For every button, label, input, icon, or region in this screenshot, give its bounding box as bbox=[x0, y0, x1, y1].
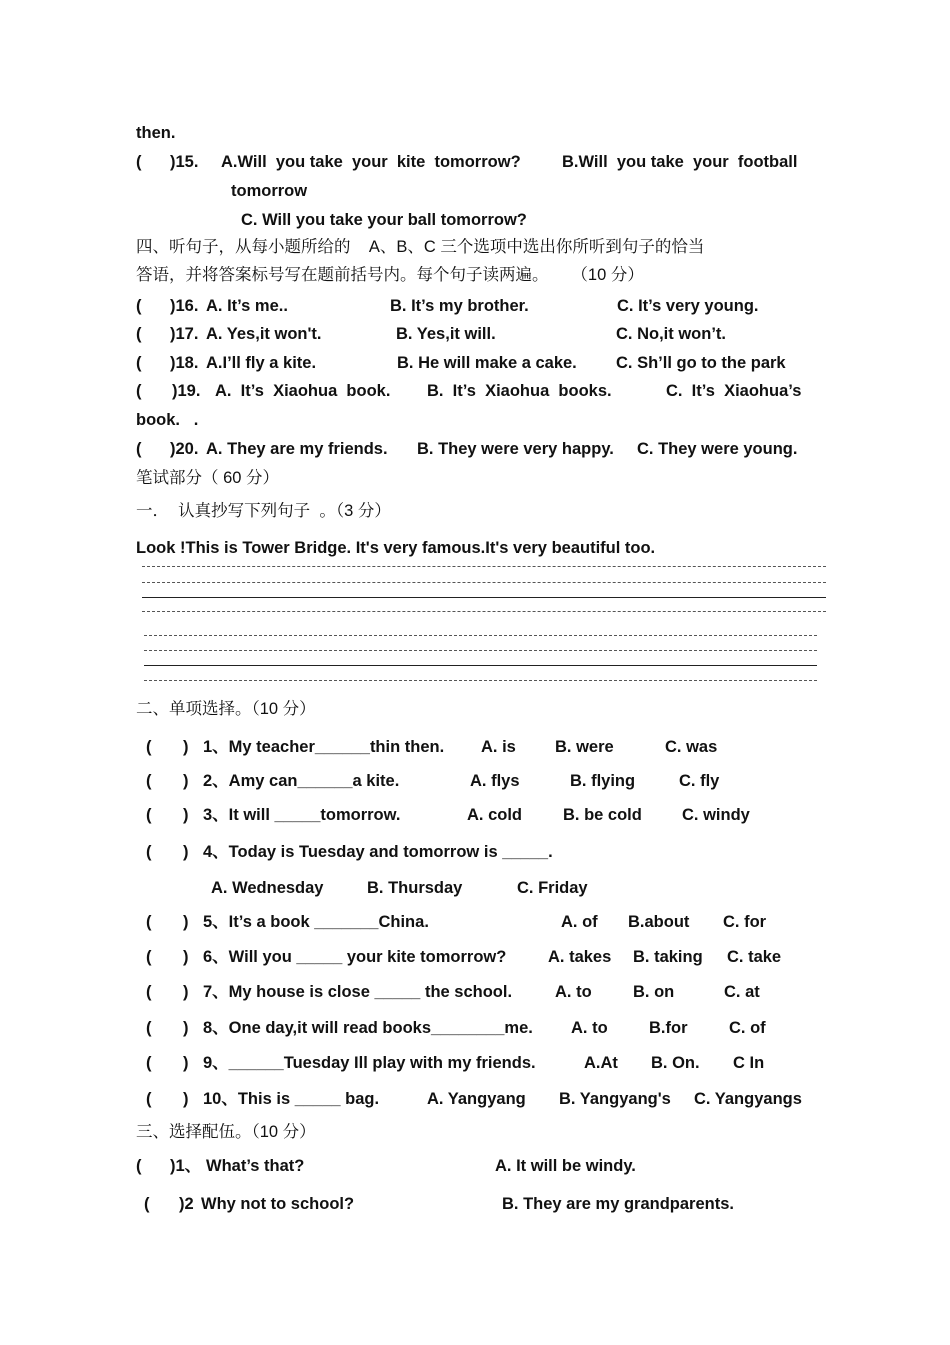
bracket-open[interactable]: ( bbox=[146, 1054, 152, 1072]
text-line-then: then. bbox=[136, 124, 176, 142]
guide-line bbox=[142, 582, 826, 583]
option-b: B. taking bbox=[633, 948, 703, 966]
bracket-open[interactable]: ( bbox=[146, 1019, 152, 1037]
base-line bbox=[142, 597, 826, 598]
option-a: A.Will you take your kite tomorrow? bbox=[221, 153, 521, 171]
bracket-close: ) bbox=[183, 738, 189, 756]
question-number: )19. bbox=[172, 382, 201, 400]
option-b: B.Will you take your football bbox=[562, 153, 798, 171]
option-a: A.At bbox=[584, 1054, 618, 1072]
option-c: C. Friday bbox=[517, 879, 588, 897]
bracket-close: ) bbox=[183, 948, 189, 966]
answer-bracket[interactable]: ( bbox=[136, 354, 142, 372]
question-text: 9、______Tuesday Ill play with my friends. bbox=[203, 1054, 536, 1072]
option-a: A. Yangyang bbox=[427, 1090, 526, 1108]
guide-line bbox=[142, 566, 826, 567]
answer-option: B. They are my grandparents. bbox=[502, 1195, 734, 1213]
option-a: A. It’s Xiaohua book. bbox=[215, 382, 391, 400]
option-c: C. Yangyangs bbox=[694, 1090, 802, 1108]
option-a: A. It’s me.. bbox=[206, 297, 288, 315]
bracket-close: ) bbox=[183, 772, 189, 790]
option-c: C. fly bbox=[679, 772, 720, 790]
question-number: )1、 bbox=[170, 1157, 202, 1175]
question-number: )16. bbox=[170, 297, 199, 315]
option-b: B. Thursday bbox=[367, 879, 463, 897]
option-b: B. flying bbox=[570, 772, 636, 790]
bracket-close: ) bbox=[183, 806, 189, 824]
question-text: 2、Amy can______a kite. bbox=[203, 772, 400, 790]
option-a: A. to bbox=[571, 1019, 608, 1037]
answer-bracket[interactable]: ( bbox=[136, 297, 142, 315]
question-text: 4、Today is Tuesday and tomorrow is _____. bbox=[203, 843, 553, 861]
guide-line bbox=[144, 680, 817, 681]
written-part-header: 笔试部分（ 60 分） bbox=[136, 469, 280, 487]
option-b: B.for bbox=[649, 1019, 688, 1037]
guide-line bbox=[144, 635, 817, 636]
option-c: C. for bbox=[723, 913, 767, 931]
option-b: B. It’s Xiaohua books. bbox=[427, 382, 612, 400]
option-b-continued: tomorrow bbox=[231, 182, 308, 200]
option-c-continued: book. . bbox=[136, 411, 199, 429]
question-text: 8、One day,it will read books________me. bbox=[203, 1019, 533, 1037]
bracket-close: ) bbox=[183, 913, 189, 931]
answer-bracket[interactable]: ( bbox=[136, 1157, 142, 1175]
section-2-title: 二、单项选择。（10 分） bbox=[136, 700, 316, 718]
option-c: C In bbox=[733, 1054, 765, 1072]
bracket-close: ) bbox=[183, 983, 189, 1001]
bracket-open[interactable]: ( bbox=[146, 738, 152, 756]
option-c: C. of bbox=[729, 1019, 766, 1037]
question-text: 7、My house is close _____ the school. bbox=[203, 983, 513, 1001]
option-a: A. cold bbox=[467, 806, 523, 824]
option-c: C. take bbox=[727, 948, 782, 966]
section-4-instruction-2: 答语，并将答案标号写在题前括号内。每个句子读两遍。 （10 分） bbox=[136, 266, 644, 284]
option-c: C. They were young. bbox=[637, 440, 798, 458]
option-b: B. He will make a cake. bbox=[397, 354, 577, 372]
answer-bracket[interactable]: ( bbox=[144, 1195, 150, 1213]
question-text: Why not to school? bbox=[201, 1195, 355, 1213]
question-number: )15. bbox=[170, 153, 199, 171]
option-a: A. of bbox=[561, 913, 598, 931]
option-c: C. Will you take your ball tomorrow? bbox=[241, 211, 527, 229]
option-b: B. They were very happy. bbox=[417, 440, 614, 458]
bracket-open[interactable]: ( bbox=[146, 1090, 152, 1108]
option-b: B. were bbox=[555, 738, 614, 756]
answer-bracket[interactable]: ( bbox=[136, 382, 142, 400]
question-text: 6、Will you _____ your kite tomorrow? bbox=[203, 948, 507, 966]
bracket-close: ) bbox=[183, 1019, 189, 1037]
option-a: A. to bbox=[555, 983, 592, 1001]
option-c: C. was bbox=[665, 738, 718, 756]
bracket-close: ) bbox=[183, 843, 189, 861]
answer-bracket[interactable]: ( bbox=[136, 440, 142, 458]
question-number: )2 bbox=[179, 1195, 194, 1213]
option-c: C. Sh’ll go to the park bbox=[616, 354, 786, 372]
question-text: 1、My teacher______thin then. bbox=[203, 738, 445, 756]
question-text: What’s that? bbox=[206, 1157, 305, 1175]
option-b: B. Yangyang's bbox=[559, 1090, 671, 1108]
copy-sentence: Look !This is Tower Bridge. It's very famous.It's very beautiful too. bbox=[136, 539, 656, 557]
bracket-close: ) bbox=[183, 1054, 189, 1072]
answer-option: A. It will be windy. bbox=[495, 1157, 636, 1175]
guide-line bbox=[142, 611, 826, 612]
bracket-open[interactable]: ( bbox=[146, 772, 152, 790]
bracket-open[interactable]: ( bbox=[146, 913, 152, 931]
option-a: A. is bbox=[481, 738, 516, 756]
bracket-open[interactable]: ( bbox=[146, 806, 152, 824]
option-a: A. They are my friends. bbox=[206, 440, 388, 458]
question-number: )20. bbox=[170, 440, 199, 458]
section-3-title: 三、选择配伍。（10 分） bbox=[136, 1123, 316, 1141]
option-a: A.I’ll fly a kite. bbox=[206, 354, 317, 372]
answer-bracket[interactable]: ( bbox=[136, 153, 142, 171]
option-b: B. on bbox=[633, 983, 675, 1001]
question-number: )18. bbox=[170, 354, 199, 372]
option-a: A. takes bbox=[548, 948, 612, 966]
section-4-instruction-1: 四、听句子，从每小题所给的 A、B、C 三个选项中选出你所听到句子的恰当 bbox=[136, 238, 705, 256]
option-c: C. It’s very young. bbox=[617, 297, 759, 315]
bracket-close: ) bbox=[183, 1090, 189, 1108]
bracket-open[interactable]: ( bbox=[146, 983, 152, 1001]
option-b: B. be cold bbox=[563, 806, 642, 824]
base-line bbox=[144, 665, 817, 666]
section-1-title: 一． 认真抄写下列句子 。（3 分） bbox=[136, 502, 391, 520]
question-text: 3、It will _____tomorrow. bbox=[203, 806, 401, 824]
option-a: A. Wednesday bbox=[211, 879, 324, 897]
bracket-open[interactable]: ( bbox=[146, 843, 152, 861]
option-a: A. Yes,it won't. bbox=[206, 325, 322, 343]
question-text: 5、It’s a book _______China. bbox=[203, 913, 429, 931]
answer-bracket[interactable]: ( bbox=[136, 325, 142, 343]
question-number: )17. bbox=[170, 325, 199, 343]
option-b: B. Yes,it will. bbox=[396, 325, 496, 343]
option-c: C. No,it won’t. bbox=[616, 325, 726, 343]
option-c: C. at bbox=[724, 983, 760, 1001]
bracket-open[interactable]: ( bbox=[146, 948, 152, 966]
option-b: B. On. bbox=[651, 1054, 700, 1072]
guide-line bbox=[144, 650, 817, 651]
option-b: B. It’s my brother. bbox=[390, 297, 529, 315]
option-a: A. flys bbox=[470, 772, 520, 790]
question-text: 10、This is _____ bag. bbox=[203, 1090, 380, 1108]
option-b: B.about bbox=[628, 913, 690, 931]
option-c: C. windy bbox=[682, 806, 750, 824]
option-c: C. It’s Xiaohua’s bbox=[666, 382, 802, 400]
